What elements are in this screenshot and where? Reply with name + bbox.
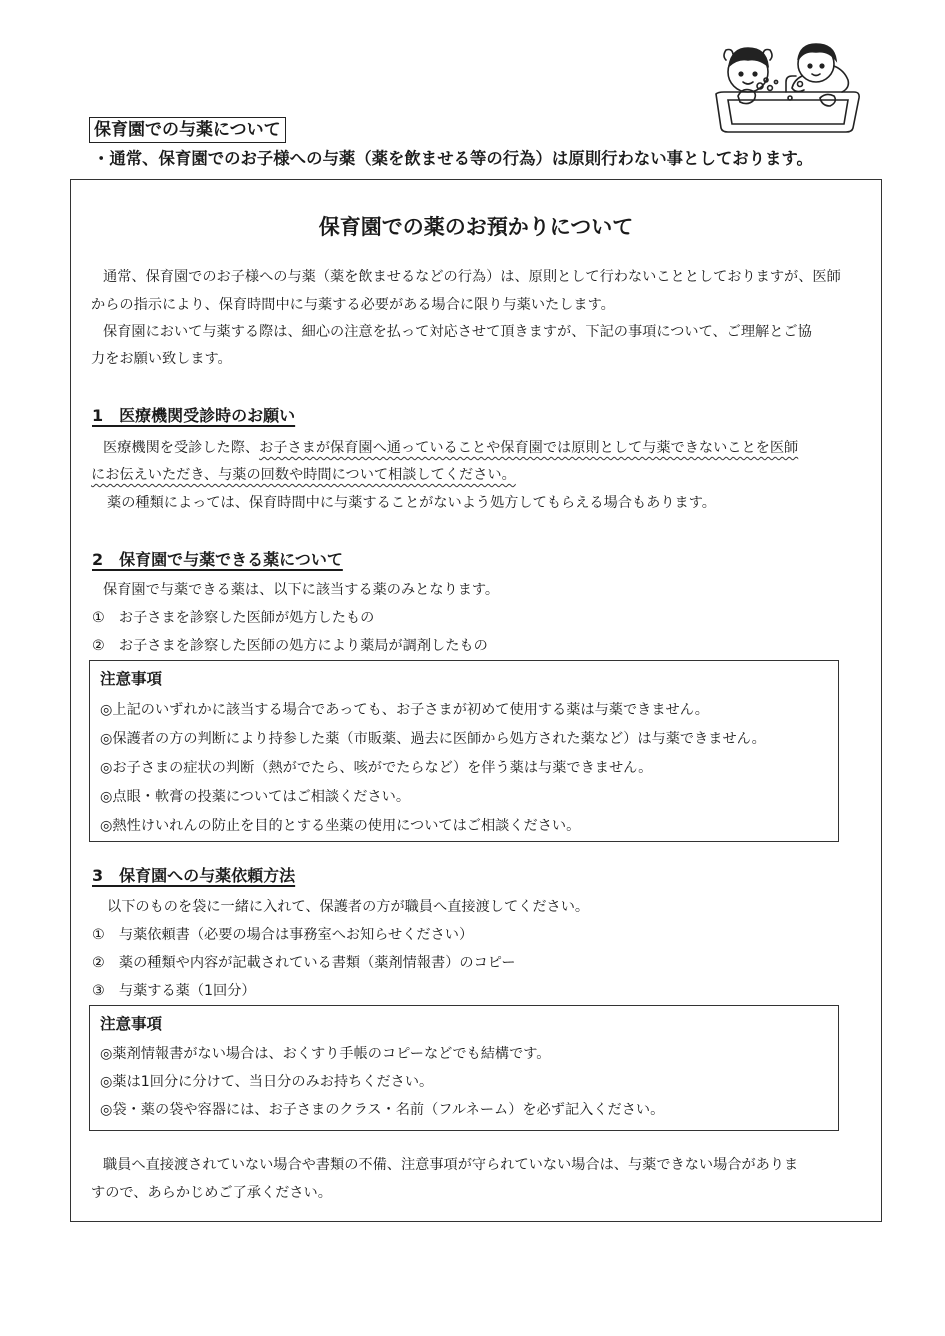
section1-emphasis-text: お子さまが保育園へ通っていることや保育園では原則として与薬できないことを医師 [259, 440, 799, 456]
section2-notice-item: ◎熱性けいれんの防止を目的とする坐薬の使用についてはご相談ください。 [100, 818, 581, 834]
section1-line [91, 464, 516, 486]
section3-heading: 3 保育園への与薬依頼方法 [92, 866, 296, 885]
section2-notice-item: ◎保護者の方の判断により持参した薬（市販薬、過去に医師から処方された薬など）は与薬できません。 [100, 731, 766, 747]
section3-item: ③ 与薬する薬（1回分） [92, 983, 256, 999]
document-title: 保育園での薬のお預かりについて [318, 215, 634, 239]
section2-notice-title: 注意事項 [100, 670, 163, 688]
section1-emphasis-text: にお伝えいただき、与薬の回数や時間について相談してください。 [91, 467, 516, 483]
section2-item: ② お子さまを診察した医師の処方により薬局が調剤したもの [92, 638, 488, 654]
section3-notice-item: ◎薬は1回分に分けて、当日分のみお持ちください。 [100, 1074, 434, 1090]
children-handwashing-illustration [708, 36, 864, 136]
section1-line-text: 医療機関を受診した際、 [103, 440, 260, 456]
intro-line: 通常、保育園でのお子様への与薬（薬を飲ませるなどの行為）は、原則として行わないこととしておりますが、医師 [103, 269, 841, 285]
section2-item: ① お子さまを診察した医師が処方したもの [92, 610, 375, 626]
section2-notice-item: ◎上記のいずれかに該当する場合であっても、お子さまが初めて使用する薬は与薬できません。 [100, 702, 709, 718]
intro-line: 保育園において与薬する際は、細心の注意を払って対応させて頂きますが、下記の事項について、ご理解とご協 [103, 324, 812, 340]
section2-line: 保育園で与薬できる薬は、以下に該当する薬のみとなります。 [103, 582, 500, 598]
section2-notice-item: ◎点眼・軟膏の投薬についてはご相談ください。 [100, 789, 411, 805]
section3-notice-item: ◎薬剤情報書がない場合は、おくすり手帳のコピーなどでも結構です。 [100, 1046, 551, 1062]
section1-line: 薬の種類によっては、保育時間中に与薬することがないよう処方してもらえる場合もあります。 [107, 495, 716, 511]
closing-line: すので、あらかじめご了承ください。 [91, 1185, 332, 1201]
section1-heading: 1 医療機関受診時のお願い [92, 406, 296, 425]
section3-notice-item: ◎袋・薬の袋や容器には、お子さまのクラス・名前（フルネーム）を必ず記入ください。 [100, 1102, 665, 1118]
closing-line: 職員へ直接渡されていない場合や書類の不備、注意事項が守られていない場合は、与薬できない場合がありま [103, 1157, 799, 1173]
section3-item: ① 与薬依頼書（必要の場合は事務室へお知らせください） [92, 927, 474, 943]
section1-line [103, 437, 798, 459]
section3-line: 以下のものを袋に一緒に入れて、保護者の方が職員へ直接渡してください。 [107, 899, 590, 915]
header-title: 保育園での与薬について [89, 117, 286, 143]
section3-item: ② 薬の種類や内容が記載されている書類（薬剤情報書）のコピー [92, 955, 516, 971]
section3-notice-title: 注意事項 [100, 1015, 163, 1033]
section2-heading: 2 保育園で与薬できる薬について [92, 550, 343, 569]
intro-line: からの指示により、保育時間中に与薬する必要がある場合に限り与薬いたします。 [91, 297, 615, 313]
section2-notice-item: ◎お子さまの症状の判断（熱がでたら、咳がでたらなど）を伴う薬は与薬できません。 [100, 760, 653, 776]
header-note: ・通常、保育園でのお子様への与薬（薬を飲ませる等の行為）は原則行わない事としております。 [93, 149, 813, 168]
intro-line: 力をお願い致します。 [91, 351, 232, 367]
